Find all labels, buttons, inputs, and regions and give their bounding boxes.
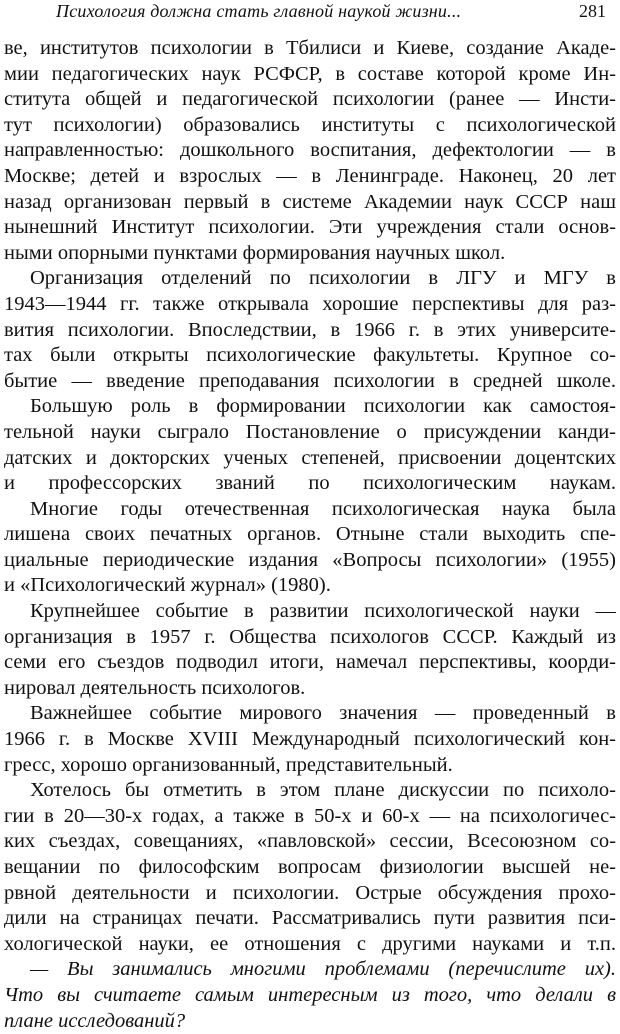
text-line: плане исследований?: [4, 1009, 186, 1032]
text-line: гресс, хорошо организованный, представительный.: [4, 753, 453, 776]
text-line: хологической науки, ее отношения с другими науками и т.п.: [4, 932, 616, 955]
body-text: [4, 36, 616, 1034]
text-line: Многие годы отечественная психологическая наука была: [30, 497, 616, 520]
text-line: Москве; детей и взрослых — в Ленинграде. Наконец, 20 лет: [4, 164, 616, 187]
text-line: назад организован первый в системе Академии наук СССР наш: [4, 190, 616, 213]
text-line: гии в 20—30-х годах, а также в 50-х и 60-х — на психологичес-: [4, 804, 616, 827]
text-line: ными опорными пунктами формирования научных школ.: [4, 241, 506, 264]
text-line: нировал деятельность психологов.: [4, 676, 306, 699]
text-line: 1966 г. в Москве XVIII Международный психологический кон-: [4, 728, 616, 751]
text-line: дили на страницах печати. Рассматривались пути развития пси-: [4, 907, 616, 930]
text-line: и «Психологический журнал» (1980).: [4, 574, 331, 597]
text-line: организация в 1957 г. Общества психологов СССР. Каждый из: [4, 625, 616, 648]
text-line: датских и докторских ученых степеней, присвоении доцентских: [4, 446, 616, 469]
text-line: Большую роль в формировании психологии как самостоя-: [30, 395, 616, 418]
text-line: тут психологии) образовались институты с психологической: [4, 113, 616, 136]
text-line: Крупнейшее событие в развитии психологической науки —: [30, 600, 616, 623]
text-line: вещании по философским вопросам физиологии высшей не-: [4, 856, 616, 878]
paragraph: [4, 701, 616, 778]
text-line: мии педагогических наук РСФСР, в составе которой кроме Ин-: [4, 62, 616, 85]
text-line: ве, институтов психологии в Тбилиси и Киеве, создание Акаде-: [4, 37, 616, 59]
text-line: лишена своих печатных органов. Отныне стали выходить спе-: [4, 523, 616, 546]
text-line: циальные периодические издания «Вопросы психологии» (1955): [4, 548, 616, 571]
paragraph: [4, 266, 616, 394]
page-number: 281: [579, 1, 606, 21]
text-line: Организация отделений по психологии в ЛГУ и МГУ в: [30, 267, 616, 290]
text-line: Что вы считаете самым интересным из того, что делали в: [4, 983, 616, 1006]
interview-question: [4, 957, 616, 1034]
paragraph: [4, 778, 616, 957]
text-line: нынешний Институт психологии. Эти учреждения стали основ-: [4, 216, 616, 239]
text-line: и профессорских званий по психологическим наукам.: [4, 472, 616, 495]
text-line: — Вы занимались многими проблемами (перечислите их).: [30, 958, 616, 981]
text-line: 1943—1944 гг. также открывала хорошие перспективы для раз-: [4, 292, 616, 315]
paragraph: [4, 497, 616, 599]
text-line: бытие — введение преподавания психологии в средней школе.: [4, 369, 616, 392]
text-line: рвной деятельности и психологии. Острые обсуждения прохо-: [4, 881, 616, 904]
text-line: тельной науки сыграло Постановление о присуждении канди-: [4, 420, 616, 443]
paragraph: [4, 394, 616, 496]
text-line: вития психологии. Впоследствии, в 1966 г. в этих университе-: [4, 318, 616, 341]
text-line: ститута общей и педагогической психологии (ранее — Инсти-: [4, 88, 616, 111]
text-line: направленностью: дошкольного воспитания, дефектологии — в: [4, 139, 616, 162]
text-line: тах были открыты психологические факультеты. Крупное со-: [4, 344, 616, 367]
running-head: Психология должна стать главной наукой жизни...: [56, 1, 462, 21]
paragraph: [4, 36, 616, 266]
paragraph: [4, 599, 616, 701]
text-line: семи его съездов подводил итоги, намечал перспективы, коорди-: [4, 651, 616, 674]
text-line: Хотелось бы отметить в этом плане дискуссии по психоло-: [30, 779, 616, 802]
text-line: ких съездах, совещаниях, «павловской» сессии, Всесоюзном со-: [4, 830, 616, 853]
text-line: Важнейшее событие мирового значения — проведенный в: [30, 702, 616, 725]
